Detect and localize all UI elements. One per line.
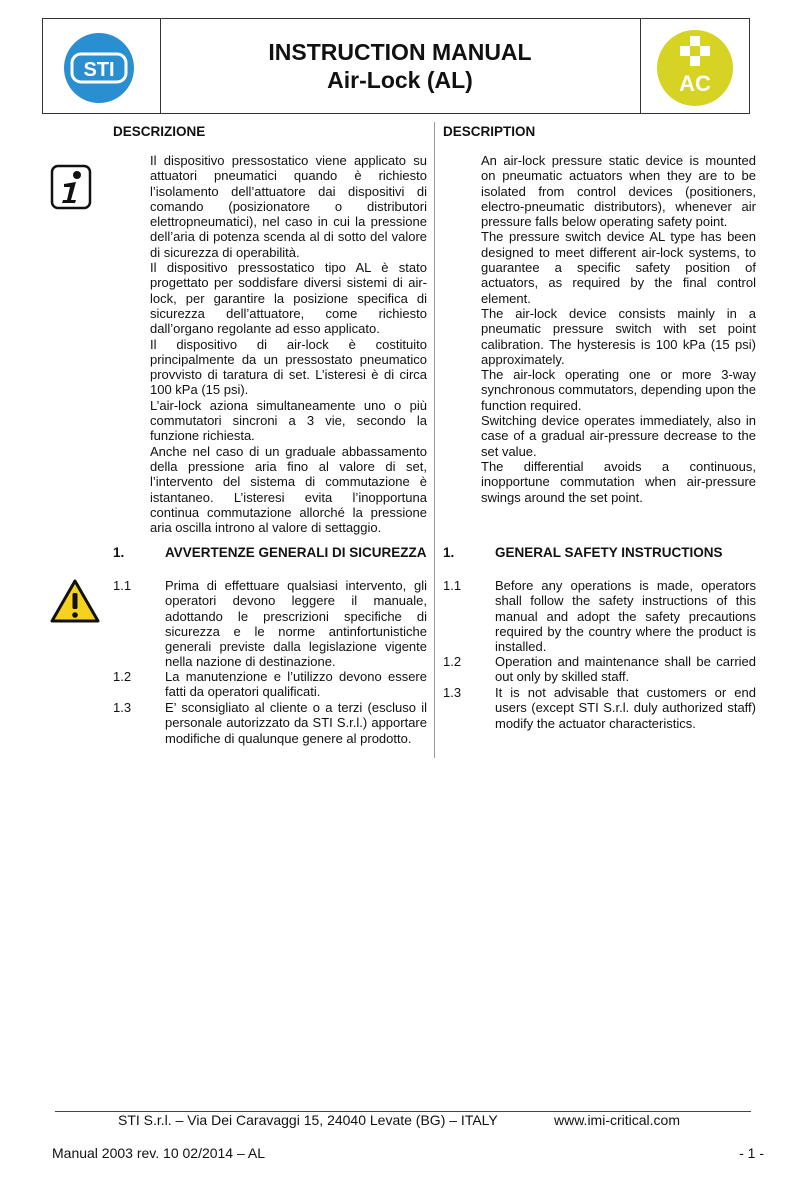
en-heading: DESCRIPTION — [443, 124, 536, 139]
manual-reference: Manual 2003 rev. 10 02/2014 – AL — [52, 1145, 266, 1161]
it-paragraph: Il dispositivo pressostatico viene applicato su attuatori pneumatici quando è richiesto l’isolamento dell’attuatore dai dispositivi di comando (posizionatore o distributori elettropneumatici), nel caso in cui la pressione dell’aria di potenza scenda al di sotto del valore di sicurezza di operabilità. — [150, 153, 427, 260]
en-item-number: 1.2 — [443, 654, 462, 669]
footer-website[interactable]: www.imi-critical.com — [554, 1112, 680, 1128]
it-paragraph: L’air-lock aziona simultaneamente uno o più commutatori sincroni a 3 vie, secondo la funzione richiesta. — [150, 397, 427, 444]
en-section-number: 1. — [443, 545, 455, 560]
ac-logo — [655, 28, 735, 108]
it-section-number: 1. — [113, 545, 125, 560]
en-paragraph: The pressure switch device AL type has been designed to meet different air-lock systems, to guarantee a specific safety position of actuators, as required by the final control element. — [481, 229, 756, 306]
it-item-text: Prima di effettuare qualsiasi intervento, gli operatori devono leggere il manuale, adottando le prescrizioni specifiche di sicurezza e le norme antinfortunistiche generali previste dalla legislazione vigente nella nazione di destinazione. — [165, 578, 427, 670]
en-paragraph: The air-lock operating one or more 3-way synchronous commutators, depending upon the function required. — [481, 367, 756, 413]
page-subtitle: Air-Lock (AL) — [327, 67, 473, 93]
sti-logo — [62, 30, 140, 106]
warning-icon — [50, 578, 100, 624]
page-number: - 1 - — [739, 1145, 764, 1161]
column-divider — [434, 122, 435, 758]
en-item-text: It is not advisable that customers or end users (except STI S.r.l. duly authorized staff) modify the actuator characteristics. — [495, 685, 756, 731]
it-section-title: AVVERTENZE GENERALI DI SICUREZZA — [165, 545, 427, 560]
en-item-number: 1.1 — [443, 578, 462, 593]
sti-logo-text: STI — [83, 59, 115, 81]
it-paragraph: Il dispositivo di air-lock è costituito principalmente da un pressostato pneumatico provvisto di taratura di set. L’isteresi è di circa 100 kPa (15 psi). — [150, 336, 427, 398]
ac-logo-text: AC — [679, 71, 711, 96]
it-item-number: 1.2 — [113, 669, 132, 684]
it-item-text: E’ sconsigliato al cliente o a terzi (escluso il personale autorizzato da STI S.r.l.) apportare modifiche di qualunque genere al prodotto. — [165, 700, 427, 746]
en-item-text: Operation and maintenance shall be carried out only by skilled staff. — [495, 654, 756, 685]
en-item-number: 1.3 — [443, 685, 462, 700]
it-paragraph: Anche nel caso di un graduale abbassamento della pressione aria fino al valore di set, l’intervento del sistema di commutazione è istantaneo. L’isteresi evita l’inopportuna continua commutazione allorché la pressione aria oscilla introno al valore di settaggio. — [150, 443, 427, 536]
info-icon — [50, 164, 92, 210]
en-section-title: GENERAL SAFETY INSTRUCTIONS — [495, 545, 723, 560]
it-item-number: 1.1 — [113, 578, 132, 593]
en-paragraph: An air-lock pressure static device is mounted on pneumatic actuators when they are to be isolated from control devices (positioners, electro-pneumatic distributors), whenever air pressure falls below operating safety point. — [481, 153, 756, 230]
en-item-text: Before any operations is made, operators shall follow the safety instructions of this manual and adopt the safety precautions required by the country where the product is installed. — [495, 578, 756, 655]
en-description — [481, 153, 756, 505]
it-description — [150, 153, 427, 535]
en-paragraph: The differential avoids a continuous, inopportune commutation when air-pressure swings around the set point. — [481, 458, 756, 505]
page-title: INSTRUCTION MANUAL — [268, 39, 532, 65]
footer-address: STI S.r.l. – Via Dei Caravaggi 15, 24040 Levate (BG) – ITALY — [118, 1112, 498, 1128]
it-paragraph: Il dispositivo pressostatico tipo AL è stato progettato per soddisfare diversi sistemi di air-lock, per garantire la posizione specifica di sicurezza dell’attuatore, come richiesto dall’organo regolante ad esso applicato. — [150, 260, 427, 337]
it-item-number: 1.3 — [113, 700, 132, 715]
it-heading: DESCRIZIONE — [113, 124, 206, 139]
en-paragraph: Switching device operates immediately, also in case of a gradual air-pressure decrease to the set value. — [481, 413, 756, 459]
it-item-text: La manutenzione e l’utilizzo devono essere fatti da operatori qualificati. — [165, 669, 427, 700]
en-paragraph: The air-lock device consists mainly in a pneumatic pressure switch with set point calibration. The hysteresis is 100 kPa (15 psi) approximately. — [481, 305, 756, 367]
